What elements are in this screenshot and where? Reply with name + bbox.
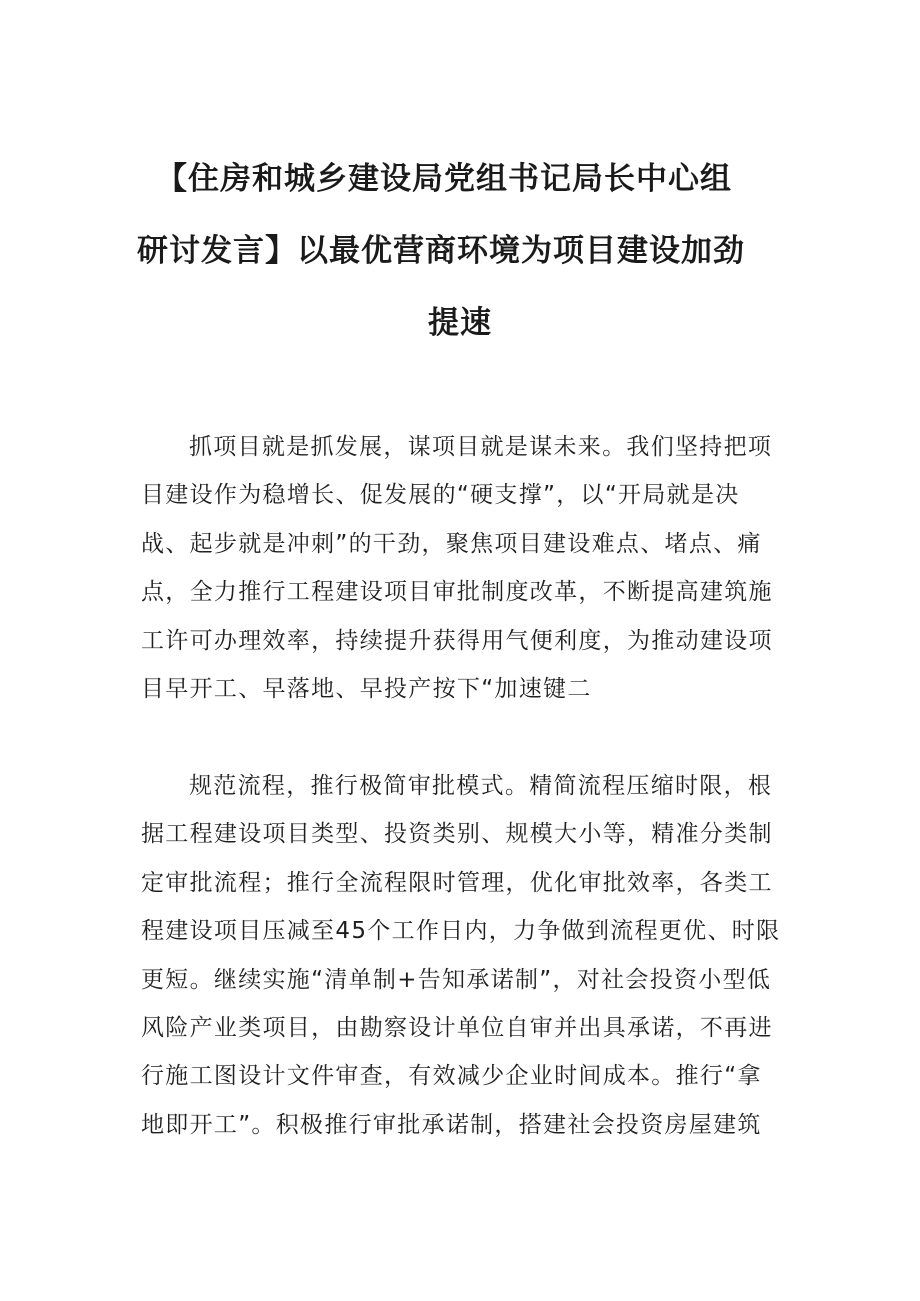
paragraph-1	[141, 423, 791, 713]
paragraph-line: 目早开工、早落地、早投产按下“加速键二	[141, 675, 592, 702]
paragraph-line: 更短。继续实施“清单制+告知承诺制”，对社会投资小型低	[141, 966, 772, 993]
paragraph-line: 程建设项目压减至45个工作日内，力争做到流程更优、时限	[141, 918, 781, 945]
paragraph-2	[141, 762, 791, 1149]
paragraph-line: 规范流程，推行极简审批模式。精简流程压缩时限，根	[189, 773, 773, 799]
paragraph-line: 定审批流程；推行全流程限时管理，优化审批效率，各类工	[141, 869, 773, 896]
paragraph-line: 战、起步就是冲刺”的干劲，聚焦项目建设难点、堵点、痛	[141, 530, 762, 557]
title-line-1: 【住房和城乡建设局党组书记局长中心组	[156, 161, 732, 197]
paragraph-line: 工许可办理效率，持续提升获得用气便利度，为推动建设项	[141, 627, 773, 654]
title-line-3: 提速	[428, 305, 492, 341]
paragraph-line: 点，全力推行工程建设项目审批制度改革，不断提高建筑施	[141, 579, 773, 606]
paragraph-line: 风险产业类项目，由勘察设计单位自审并出具承诺，不再进	[141, 1014, 773, 1041]
title-line-2: 研讨发言】以最优营商环境为项目建设加劲	[137, 233, 745, 269]
paragraph-line: 抓项目就是抓发展，谋项目就是谋未来。我们坚持把项	[189, 434, 773, 460]
paragraph-line: 行施工图设计文件审查，有效减少企业时间成本。推行“拿	[141, 1063, 762, 1090]
paragraph-line: 地即开工”。积极推行审批承诺制，搭建社会投资房屋建筑	[141, 1111, 762, 1138]
paragraph-line: 据工程建设项目类型、投资类别、规模大小等，精准分类制	[141, 821, 773, 848]
paragraph-line: 目建设作为稳增长、促发展的“硬支撑”，以“开局就是决	[141, 482, 740, 509]
document-title	[135, 143, 785, 359]
